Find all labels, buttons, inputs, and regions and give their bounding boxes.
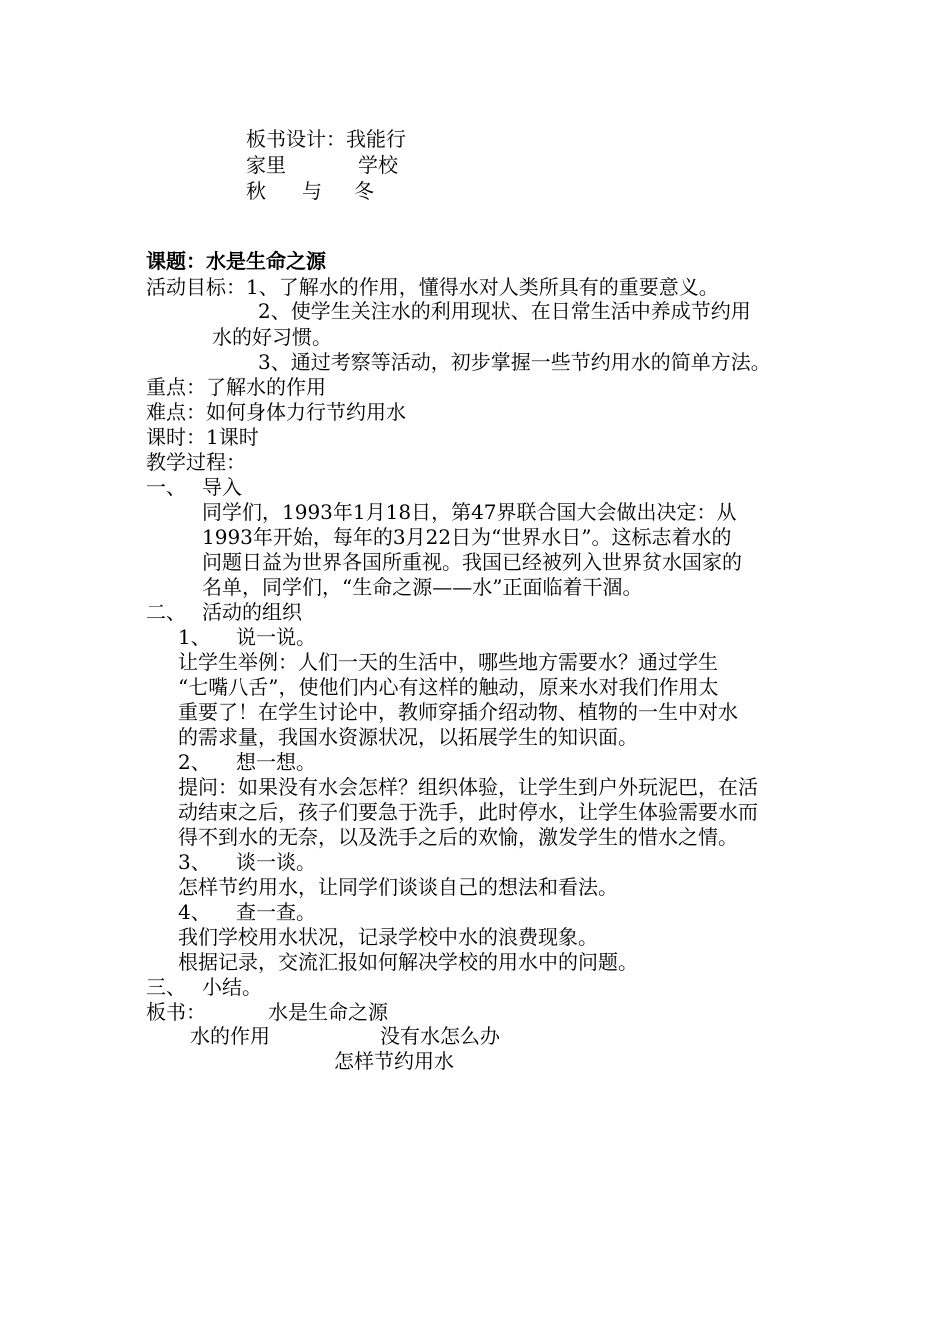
section-1-number: 一、: [146, 475, 186, 499]
board-design-and: 与: [302, 179, 322, 203]
intro-para-line-4: 名单，同学们，“生命之源——水”正面临着干涸。: [202, 575, 643, 599]
section-3-title: 小结。: [202, 975, 262, 999]
teaching-process: 教学过程：: [146, 450, 246, 474]
board-design-autumn: 秋: [246, 179, 266, 203]
board-design-school: 学校: [358, 153, 398, 177]
intro-para-line-1: 同学们，1993年1月18日，第47界联合国大会做出决定：从: [202, 500, 737, 524]
board-design-title: 板书设计：我能行: [246, 127, 406, 151]
goal-2-line-2: 水的好习惯。: [212, 325, 332, 349]
goal-label-text: 活动目标：: [146, 275, 246, 299]
activity-1-line-4: 的需求量，我国水资源状况，以拓展学生的知识面。: [178, 725, 638, 749]
lesson-hours: 课时：1课时: [146, 425, 259, 449]
activity-4-title: 查一查。: [236, 900, 316, 924]
goal-3: 3、通过考察等活动，初步掌握一些节约用水的简单方法。: [258, 350, 771, 374]
activity-1-line-3: 重要了！在学生讨论中，教师穿插介绍动物、植物的一生中对水: [178, 700, 738, 724]
activity-3-title: 谈一谈。: [236, 850, 316, 874]
goal-2-line-1: 2、使学生关注水的利用现状、在日常生活中养成节约用: [258, 299, 751, 323]
board-design-winter: 冬: [354, 179, 374, 203]
intro-para-line-3: 问题日益为世界各国所重视。我国已经被列入世界贫水国家的: [202, 550, 742, 574]
difficult-point: 难点：如何身体力行节约用水: [146, 400, 406, 424]
activity-4-line-2: 根据记录，交流汇报如何解决学校的用水中的问题。: [178, 950, 638, 974]
activity-2-line-3: 得不到水的无奈，以及洗手之后的欢愉，激发学生的惜水之情。: [178, 825, 738, 849]
activity-1-line-1: 让学生举例：人们一天的生活中，哪些地方需要水？通过学生: [178, 650, 718, 674]
activity-4-line-1: 我们学校用水状况，记录学校中水的浪费现象。: [178, 925, 598, 949]
board-design-home: 家里: [246, 153, 286, 177]
intro-para-line-2: 1993年开始，每年的3月22日为“世界水日”。这标志着水的: [202, 525, 732, 549]
activity-3-line-1: 怎样节约用水，让同学们谈谈自己的想法和看法。: [178, 875, 618, 899]
activity-1-title: 说一说。: [236, 625, 316, 649]
lesson-title: 课题：水是生命之源: [146, 249, 326, 273]
activity-4-number: 4、: [178, 900, 211, 924]
board-label: 板书：: [146, 1000, 206, 1024]
board-no-water: 没有水怎么办: [380, 1024, 500, 1048]
activity-3-number: 3、: [178, 850, 211, 874]
activity-2-line-2: 动结束之后，孩子们要急于洗手，此时停水，让学生体验需要水而: [178, 800, 758, 824]
board-save-water: 怎样节约用水: [334, 1049, 454, 1073]
activity-1-line-2: “七嘴八舌”，使他们内心有这样的触动，原来水对我们作用太: [178, 675, 719, 699]
section-2-title: 活动的组织: [202, 600, 302, 624]
board-water-use: 水的作用: [190, 1024, 270, 1048]
goal-label: [146, 274, 719, 300]
key-point: 重点：了解水的作用: [146, 375, 326, 399]
board-title: 水是生命之源: [268, 1000, 388, 1024]
activity-2-line-1: 提问：如果没有水会怎样？组织体验，让学生到户外玩泥巴，在活: [178, 775, 758, 799]
activity-1-number: 1、: [178, 625, 211, 649]
section-1-title: 导入: [202, 475, 242, 499]
activity-2-number: 2、: [178, 750, 211, 774]
section-3-number: 三、: [146, 975, 186, 999]
activity-2-title: 想一想。: [236, 750, 316, 774]
section-2-number: 二、: [146, 600, 186, 624]
goal-1: 1、了解水的作用，懂得水对人类所具有的重要意义。: [246, 275, 719, 299]
